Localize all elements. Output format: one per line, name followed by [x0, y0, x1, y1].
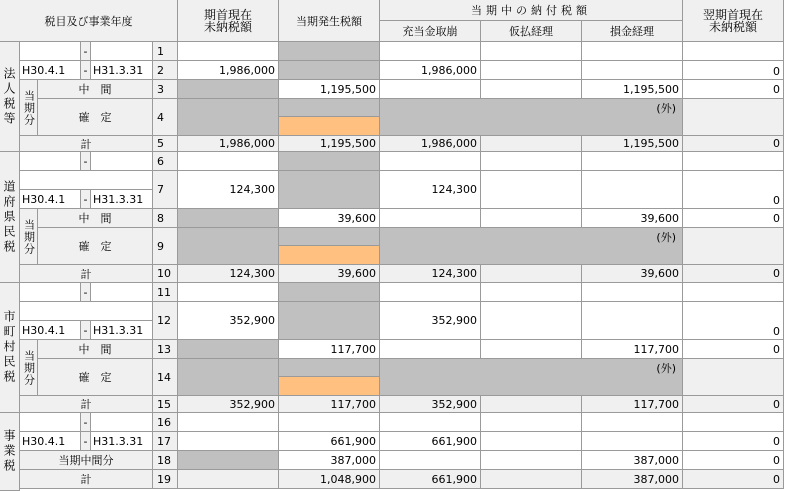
r5-curr: 1,195,500	[279, 136, 380, 152]
r18-curr[interactable]: 387,000	[279, 451, 380, 470]
r18-alloc[interactable]	[380, 451, 481, 470]
r3-exp[interactable]: 1,195,500	[582, 80, 683, 99]
period-start-input[interactable]: H30.4.1	[20, 321, 81, 340]
period-end-input[interactable]: H31.3.31	[91, 321, 153, 340]
r14-curr-input[interactable]	[279, 377, 380, 396]
r19-susp	[481, 470, 582, 489]
interim-label: 中 間	[38, 80, 153, 99]
r10-exp: 39,600	[582, 265, 683, 283]
current-period-label: 当期分	[20, 209, 38, 265]
r16-begin[interactable]	[178, 413, 279, 432]
line-number: 18	[153, 451, 178, 470]
period-dash: -	[81, 152, 91, 171]
r10-curr: 39,600	[279, 265, 380, 283]
r1-begin[interactable]	[178, 42, 279, 61]
r14-begin	[178, 359, 279, 396]
r19-curr: 1,048,900	[279, 470, 380, 489]
period-dash: -	[81, 321, 91, 340]
r12-begin[interactable]: 352,900	[178, 302, 279, 340]
header-paid-suspense: 仮払経理	[481, 21, 582, 42]
r2-begin[interactable]: 1,986,000	[178, 61, 279, 80]
r13-next: 0	[683, 340, 784, 359]
section-municipal-tax-label: 市町村民税	[0, 283, 20, 413]
period-dash: -	[81, 42, 91, 61]
section-corporate-tax-label: 法人税等	[0, 42, 20, 152]
total-label: 計	[20, 265, 153, 283]
r15-susp	[481, 396, 582, 413]
r2-exp[interactable]	[582, 61, 683, 80]
r19-alloc: 661,900	[380, 470, 481, 489]
r2-curr	[279, 61, 380, 80]
r11-next	[683, 283, 784, 302]
r17-exp[interactable]	[582, 432, 683, 451]
r11-susp[interactable]	[481, 283, 582, 302]
total-label: 計	[20, 136, 153, 152]
r8-curr[interactable]: 39,600	[279, 209, 380, 228]
r8-alloc[interactable]	[380, 209, 481, 228]
r19-exp: 387,000	[582, 470, 683, 489]
r2-next: 0	[683, 61, 784, 80]
current-period-label: 当期分	[20, 340, 38, 396]
r7-alloc[interactable]: 124,300	[380, 171, 481, 209]
period-dash: -	[81, 283, 91, 302]
line-number: 1	[153, 42, 178, 61]
line-number: 19	[153, 470, 178, 489]
period-end-input[interactable]: H31.3.31	[91, 61, 153, 80]
header-current-tax: 当期発生税額	[279, 0, 380, 42]
interim-label: 当期中間分	[20, 451, 153, 470]
current-period-label: 当期分	[20, 80, 38, 136]
r7-next: 0	[683, 171, 784, 209]
period-start-input[interactable]	[20, 413, 81, 432]
final-label: 確 定	[38, 359, 153, 396]
header-next-unpaid: 翌期首現在 未納税額	[683, 0, 784, 42]
r7-exp[interactable]	[582, 171, 683, 209]
r1-alloc[interactable]	[380, 42, 481, 61]
period-end-input[interactable]	[91, 152, 153, 171]
r16-exp[interactable]	[582, 413, 683, 432]
r16-alloc[interactable]	[380, 413, 481, 432]
line-number: 7	[153, 171, 178, 209]
r3-next: 0	[683, 80, 784, 99]
r9-next	[683, 228, 784, 265]
r12-exp[interactable]	[582, 302, 683, 340]
r16-susp[interactable]	[481, 413, 582, 432]
r7-curr	[279, 171, 380, 209]
r16-next	[683, 413, 784, 432]
r14-curr-gray	[279, 359, 380, 377]
r12-next: 0	[683, 302, 784, 340]
r4-next	[683, 99, 784, 136]
r1-curr	[279, 42, 380, 61]
period-dash: -	[81, 61, 91, 80]
r17-next: 0	[683, 432, 784, 451]
r17-alloc[interactable]: 661,900	[380, 432, 481, 451]
r17-begin[interactable]	[178, 432, 279, 451]
r10-susp	[481, 265, 582, 283]
r15-begin: 352,900	[178, 396, 279, 413]
line-number: 4	[153, 99, 178, 136]
period-extra-input[interactable]	[20, 302, 153, 321]
period-start-input[interactable]	[20, 42, 81, 61]
r14-outside-note: (外)	[380, 359, 683, 396]
r13-curr[interactable]: 117,700	[279, 340, 380, 359]
period-end-input[interactable]	[91, 413, 153, 432]
r6-next	[683, 152, 784, 171]
r15-next: 0	[683, 396, 784, 413]
r5-begin: 1,986,000	[178, 136, 279, 152]
line-number: 2	[153, 61, 178, 80]
r11-begin[interactable]	[178, 283, 279, 302]
period-dash: -	[81, 190, 91, 209]
r15-curr: 117,700	[279, 396, 380, 413]
r18-next: 0	[683, 451, 784, 470]
r10-alloc: 124,300	[380, 265, 481, 283]
r4-curr-input[interactable]	[279, 117, 380, 136]
r13-alloc[interactable]	[380, 340, 481, 359]
r6-curr	[279, 152, 380, 171]
r5-next: 0	[683, 136, 784, 152]
r18-exp[interactable]: 387,000	[582, 451, 683, 470]
r19-begin	[178, 470, 279, 489]
r7-susp[interactable]	[481, 171, 582, 209]
r12-susp[interactable]	[481, 302, 582, 340]
r5-exp: 1,195,500	[582, 136, 683, 152]
header-paid-during: 当期中の納付税額	[380, 0, 683, 21]
r9-curr-input[interactable]	[279, 246, 380, 265]
r18-susp[interactable]	[481, 451, 582, 470]
r7-begin[interactable]: 124,300	[178, 171, 279, 209]
r17-susp[interactable]	[481, 432, 582, 451]
r4-begin	[178, 99, 279, 136]
header-beginning-unpaid: 期首現在 未納税額	[178, 0, 279, 42]
r3-alloc[interactable]	[380, 80, 481, 99]
line-number: 11	[153, 283, 178, 302]
line-number: 14	[153, 359, 178, 396]
r15-exp: 117,700	[582, 396, 683, 413]
r8-begin	[178, 209, 279, 228]
section-enterprise-tax-label: 事業税	[0, 413, 20, 491]
line-number: 16	[153, 413, 178, 432]
r3-curr[interactable]: 1,195,500	[279, 80, 380, 99]
period-start-input[interactable]	[20, 283, 81, 302]
r9-curr-gray	[279, 228, 380, 246]
r10-next: 0	[683, 265, 784, 283]
period-end-input[interactable]	[91, 283, 153, 302]
r9-begin	[178, 228, 279, 265]
line-number: 12	[153, 302, 178, 340]
line-number: 3	[153, 80, 178, 99]
r11-exp[interactable]	[582, 283, 683, 302]
r3-susp[interactable]	[481, 80, 582, 99]
r14-next	[683, 359, 784, 396]
r18-begin	[178, 451, 279, 470]
r8-exp[interactable]: 39,600	[582, 209, 683, 228]
final-label: 確 定	[38, 99, 153, 136]
r12-alloc[interactable]: 352,900	[380, 302, 481, 340]
r13-susp[interactable]	[481, 340, 582, 359]
r2-susp[interactable]	[481, 61, 582, 80]
r4-outside-note: (外)	[380, 99, 683, 136]
period-dash: -	[81, 432, 91, 451]
r4-curr-gray	[279, 99, 380, 117]
r13-exp[interactable]: 117,700	[582, 340, 683, 359]
r11-curr	[279, 283, 380, 302]
line-number: 17	[153, 432, 178, 451]
r19-next: 0	[683, 470, 784, 489]
r1-next	[683, 42, 784, 61]
section-prefectural-tax-label: 道府県民税	[0, 152, 20, 283]
interim-label: 中 間	[38, 340, 153, 359]
line-number: 5	[153, 136, 178, 152]
r6-alloc[interactable]	[380, 152, 481, 171]
r16-curr[interactable]	[279, 413, 380, 432]
period-extra-input[interactable]	[20, 171, 153, 190]
line-number: 15	[153, 396, 178, 413]
period-dash: -	[81, 413, 91, 432]
period-start-input[interactable]	[20, 152, 81, 171]
r3-begin	[178, 80, 279, 99]
header-category: 税目及び事業年度	[0, 0, 178, 42]
line-number: 6	[153, 152, 178, 171]
r13-begin	[178, 340, 279, 359]
interim-label: 中 間	[38, 209, 153, 228]
r11-alloc[interactable]	[380, 283, 481, 302]
r6-exp[interactable]	[582, 152, 683, 171]
r1-exp[interactable]	[582, 42, 683, 61]
r1-susp[interactable]	[481, 42, 582, 61]
r10-begin: 124,300	[178, 265, 279, 283]
period-end-input[interactable]	[91, 42, 153, 61]
r15-alloc: 352,900	[380, 396, 481, 413]
period-end-input[interactable]: H31.3.31	[91, 432, 153, 451]
period-end-input[interactable]: H31.3.31	[91, 190, 153, 209]
period-start-input[interactable]: H30.4.1	[20, 190, 81, 209]
r9-outside-note: (外)	[380, 228, 683, 265]
r17-curr[interactable]: 661,900	[279, 432, 380, 451]
r8-susp[interactable]	[481, 209, 582, 228]
header-paid-expense: 損金経理	[582, 21, 683, 42]
r6-begin[interactable]	[178, 152, 279, 171]
total-label: 計	[20, 470, 153, 489]
r6-susp[interactable]	[481, 152, 582, 171]
period-start-input[interactable]: H30.4.1	[20, 61, 81, 80]
r5-alloc: 1,986,000	[380, 136, 481, 152]
header-paid-allocation: 充当金取崩	[380, 21, 481, 42]
total-label: 計	[20, 396, 153, 413]
r2-alloc[interactable]: 1,986,000	[380, 61, 481, 80]
final-label: 確 定	[38, 228, 153, 265]
line-number: 10	[153, 265, 178, 283]
r5-susp	[481, 136, 582, 152]
r12-curr	[279, 302, 380, 340]
line-number: 8	[153, 209, 178, 228]
r8-next: 0	[683, 209, 784, 228]
line-number: 9	[153, 228, 178, 265]
line-number: 13	[153, 340, 178, 359]
period-start-input[interactable]: H30.4.1	[20, 432, 81, 451]
